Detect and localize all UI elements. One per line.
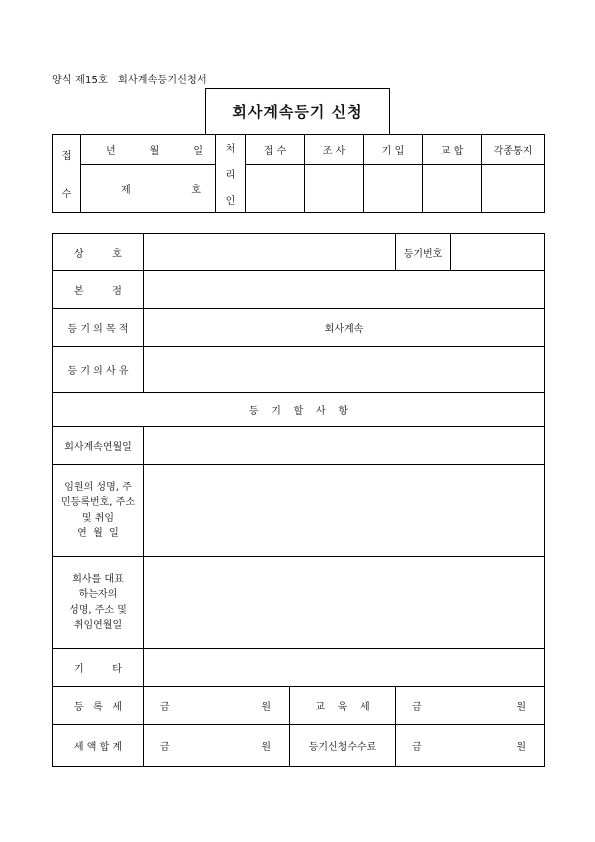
officers-line-1: 임원의 성명, 주 xyxy=(64,481,132,493)
head-office-field[interactable] xyxy=(144,271,545,309)
number-prefix: 제 xyxy=(121,185,131,196)
total-tax-suffix: 원 xyxy=(261,742,271,753)
continuation-date-field[interactable] xyxy=(144,427,545,465)
step-notice: 각종통지 xyxy=(482,135,545,165)
step-review: 조 사 xyxy=(305,135,364,165)
company-name-field[interactable] xyxy=(144,234,396,271)
representative-line-1: 회사를 대표 xyxy=(72,573,124,585)
representative-line-3: 성명, 주소 및 xyxy=(69,604,127,616)
continuation-date-label: 회사계속연월일 xyxy=(53,427,144,465)
stamp-review[interactable] xyxy=(305,165,364,213)
officers-line-3: 및 취임 xyxy=(81,512,115,524)
officers-label xyxy=(53,465,144,557)
officers-line-4: 연 월 일 xyxy=(77,528,119,539)
edu-tax-label: 교 육 세 xyxy=(290,687,396,725)
step-receipt: 접 수 xyxy=(246,135,305,165)
receipt-label-top: 접 xyxy=(61,150,72,162)
representative-line-4: 취임연월일 xyxy=(73,620,123,631)
reason-field[interactable] xyxy=(144,347,545,393)
receipt-label-bottom: 수 xyxy=(61,189,72,201)
registration-table xyxy=(52,233,545,767)
receipt-table xyxy=(52,134,545,213)
matters-header: 등 기 할 사 항 xyxy=(53,393,545,427)
processor-char-1: 처 xyxy=(225,144,236,156)
receipt-date-cell[interactable] xyxy=(81,135,216,165)
representative-field[interactable] xyxy=(144,557,545,649)
fee-suffix: 원 xyxy=(516,742,527,753)
step-entry: 기 입 xyxy=(364,135,423,165)
reg-tax-amount[interactable] xyxy=(144,687,290,725)
edu-tax-prefix: 금 xyxy=(412,702,422,713)
total-tax-label: 세 액 합 계 xyxy=(53,725,144,767)
representative-label xyxy=(53,557,144,649)
stamp-entry[interactable] xyxy=(364,165,423,213)
processor-label-cell xyxy=(216,135,246,213)
head-office-label: 본 점 xyxy=(53,271,144,309)
fee-label: 등기신청수수료 xyxy=(290,725,396,767)
processor-char-3: 인 xyxy=(225,195,236,207)
form-title: 회사계속등기 신청 xyxy=(205,88,390,134)
fee-amount[interactable] xyxy=(396,725,545,767)
total-tax-amount[interactable] xyxy=(144,725,290,767)
reg-tax-suffix: 원 xyxy=(261,702,271,713)
representative-line-2: 하는자의 xyxy=(78,589,118,600)
company-name-label: 상 호 xyxy=(53,234,144,271)
day-label: 일 xyxy=(193,146,203,157)
reg-number-field[interactable] xyxy=(451,234,545,271)
reason-label: 등 기 의 사 유 xyxy=(53,347,144,393)
stamp-check[interactable] xyxy=(423,165,482,213)
edu-tax-amount[interactable] xyxy=(396,687,545,725)
fee-prefix: 금 xyxy=(412,742,422,753)
form-number-label: 양식 제15호 회사계속등기신청서 xyxy=(52,75,207,86)
total-tax-prefix: 금 xyxy=(160,742,170,753)
purpose-value[interactable]: 회사계속 xyxy=(144,309,545,347)
reg-tax-label: 등 록 세 xyxy=(53,687,144,725)
number-suffix: 호 xyxy=(191,185,201,196)
reg-number-label: 등기번호 xyxy=(396,234,451,271)
other-label: 기 타 xyxy=(53,649,144,687)
other-field[interactable] xyxy=(144,649,545,687)
receipt-label-cell xyxy=(53,135,81,213)
purpose-label: 등 기 의 목 적 xyxy=(53,309,144,347)
step-check: 교 합 xyxy=(423,135,482,165)
reg-tax-prefix: 금 xyxy=(160,702,170,713)
stamp-notice[interactable] xyxy=(482,165,545,213)
officers-field[interactable] xyxy=(144,465,545,557)
officers-line-2: 민등록번호, 주소 xyxy=(61,497,135,508)
year-label: 년 xyxy=(105,146,116,157)
month-label: 월 xyxy=(149,146,160,157)
stamp-receipt[interactable] xyxy=(246,165,305,213)
receipt-number-cell[interactable] xyxy=(81,165,216,213)
edu-tax-suffix: 원 xyxy=(516,702,527,713)
processor-char-2: 리 xyxy=(225,169,236,181)
